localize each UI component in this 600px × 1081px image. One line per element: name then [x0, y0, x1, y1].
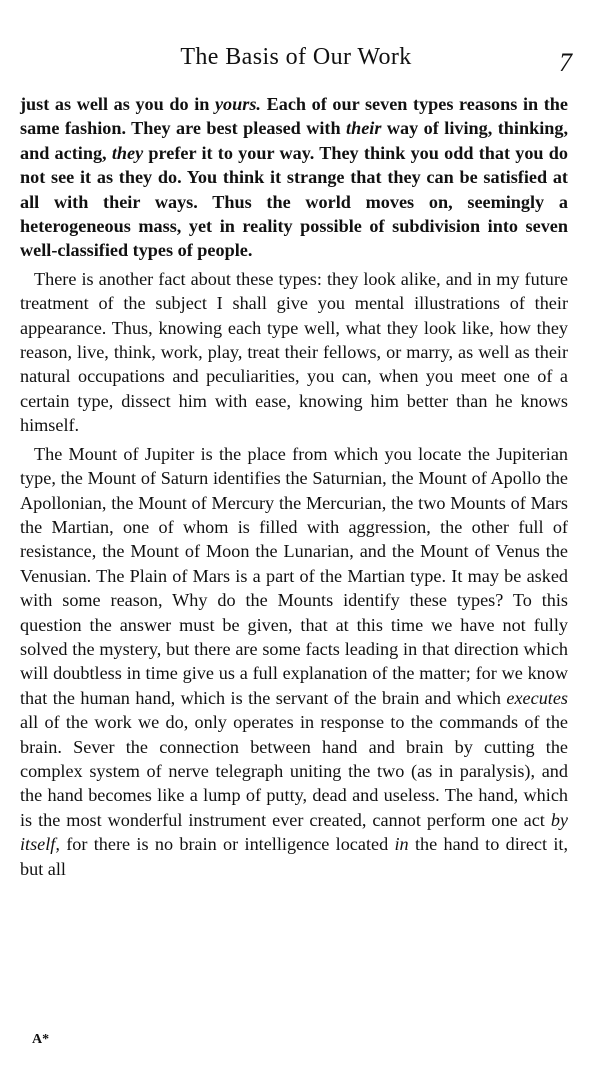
text-segment: all of the work we do, only operates in response to the commands of the brain. Sever the connection between hand and brain by cutting the complex system of nerve telegraph uniting the two (as in paralysis), and the hand becomes like a lump of putty, dead and useless. The hand, which is the most wonderful instrument ever created, cannot perform one act: [20, 712, 568, 830]
italic-text-segment: their: [346, 118, 382, 139]
text-segment: just as well as you do in: [20, 94, 215, 114]
text-segment: the hand to direct it, but all: [20, 834, 568, 879]
italic-text-segment: in: [394, 834, 409, 855]
text-segment: Each of our seven types reasons in the same fashion. They are best pleased with: [20, 94, 568, 139]
body-text: [20, 92, 568, 885]
italic-text-segment: yours.: [214, 94, 261, 114]
text-segment: The Mount of Jupiter is the place from which you locate the Jupiterian type, the Mount of Saturn identifies the Saturnian, the Mount of Apollo the Apollonian, the Mount of Mercury the Mercurian, the two Mounts of Mars the Martian, one of whom is filled with aggression, the other full of resistance, the Mount of Moon the Lunarian, and the Mount of Venus the Venusian. The Plain of Mars is a part of the Martian type. It may be asked with some reason, Why do the Mounts identify these types? To this question the answer must be given, that at this time we have not fully solved the mystery, but there are some facts leading in that direction which will doubtless in time give us a full explanation of the matter; for we know that the human hand, which is the servant of the brain and which: [20, 443, 568, 708]
signature-mark: A*: [32, 1032, 50, 1047]
italic-text-segment: by itself,: [20, 809, 568, 855]
paragraph: [20, 267, 568, 438]
running-title: The Basis of Our Work: [180, 44, 412, 70]
italic-text-segment: executes: [506, 687, 568, 708]
text-segment: prefer it to your way. They think you odd that you do not see it as they do. You think it strange that they can be satisfied at all with their ways. Thus the world moves on, seemingly a heterogeneous mass, yet in reality possible of subdivision into seven well-classified types of people.: [20, 142, 568, 261]
italic-text-segment: they: [111, 142, 144, 163]
paragraph: [20, 92, 568, 263]
page-number: 7: [559, 48, 572, 77]
text-segment: for there is no brain or intelligence located: [59, 834, 395, 855]
text-segment: There is another fact about these types: they look alike, and in my future treatment of the subject I shall give you mental illustrations of their appearance. Thus, knowing each type well, what they look like, how they reason, live, think, work, play, treat their fellows, or marry, as well as their natural occupations and peculiarities, you can, when you meet one of a certain type, dissect him with ease, knowing him better than he knows himself.: [20, 268, 568, 436]
paragraph: [20, 442, 568, 881]
text-segment: way of living, thinking, and acting,: [20, 118, 569, 163]
page-header: [18, 44, 574, 78]
